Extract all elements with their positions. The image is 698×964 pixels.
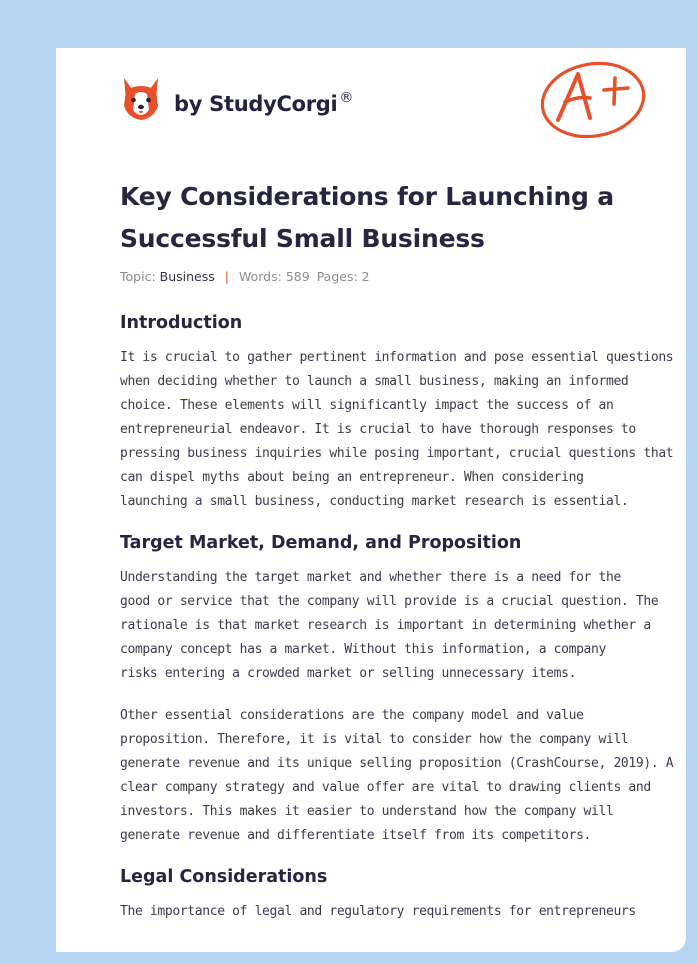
- pages-count: 2: [361, 269, 370, 284]
- topic-link[interactable]: Business: [159, 269, 215, 284]
- topic-label: Topic:: [120, 269, 156, 284]
- paragraph: Understanding the target market and whether there is a need for the good or service that the company will provide is a crucial question. The rationale is that market research is important in determining whether a company concept has a market. Without this information, a company risks entering a crowded market or selling unnecessary items.: [120, 570, 659, 681]
- document-body: [120, 310, 674, 924]
- paragraph: It is crucial to gather pertinent information and pose essential questions when deciding whether to launch a small business, making an informed choice. These elements will significantly impact the success of an entrepreneurial endeavor. It is crucial to have thorough responses to pressing business inquiries while posing important, crucial questions that can dispel myths about being an entrepreneur. When considering launching a small business, conducting market research is essential.: [120, 350, 674, 509]
- section-heading: Introduction: [120, 313, 243, 333]
- corgi-icon: [120, 76, 162, 122]
- brand-name[interactable]: by StudyCorgi ®: [174, 90, 354, 116]
- title-line: Key Considerations for Launching a: [120, 182, 614, 211]
- document-meta: [120, 269, 370, 284]
- document-title: [120, 176, 650, 260]
- document-card: [56, 48, 686, 952]
- grade-badge-icon: [538, 56, 648, 142]
- pages-label: Pages:: [316, 269, 358, 284]
- title-line: Successful Small Business: [120, 224, 485, 253]
- words-count: 589: [285, 269, 310, 284]
- paragraph: The importance of legal and regulatory requirements for entrepreneurs: [120, 904, 636, 919]
- section-heading: Target Market, Demand, and Proposition: [120, 533, 522, 553]
- words-label: Words:: [238, 269, 282, 284]
- section-heading: Legal Considerations: [120, 867, 328, 887]
- meta-separator: |: [224, 269, 229, 284]
- paragraph: Other essential considerations are the company model and value proposition. Therefore, it is vital to consider how the company will generate revenue and its unique selling proposition (CrashCourse, 2019). A clear company strategy and value offer are vital to drawing clients and investors. This makes it easier to understand how the company will generate revenue and differentiate itself from its competitors.: [120, 708, 674, 843]
